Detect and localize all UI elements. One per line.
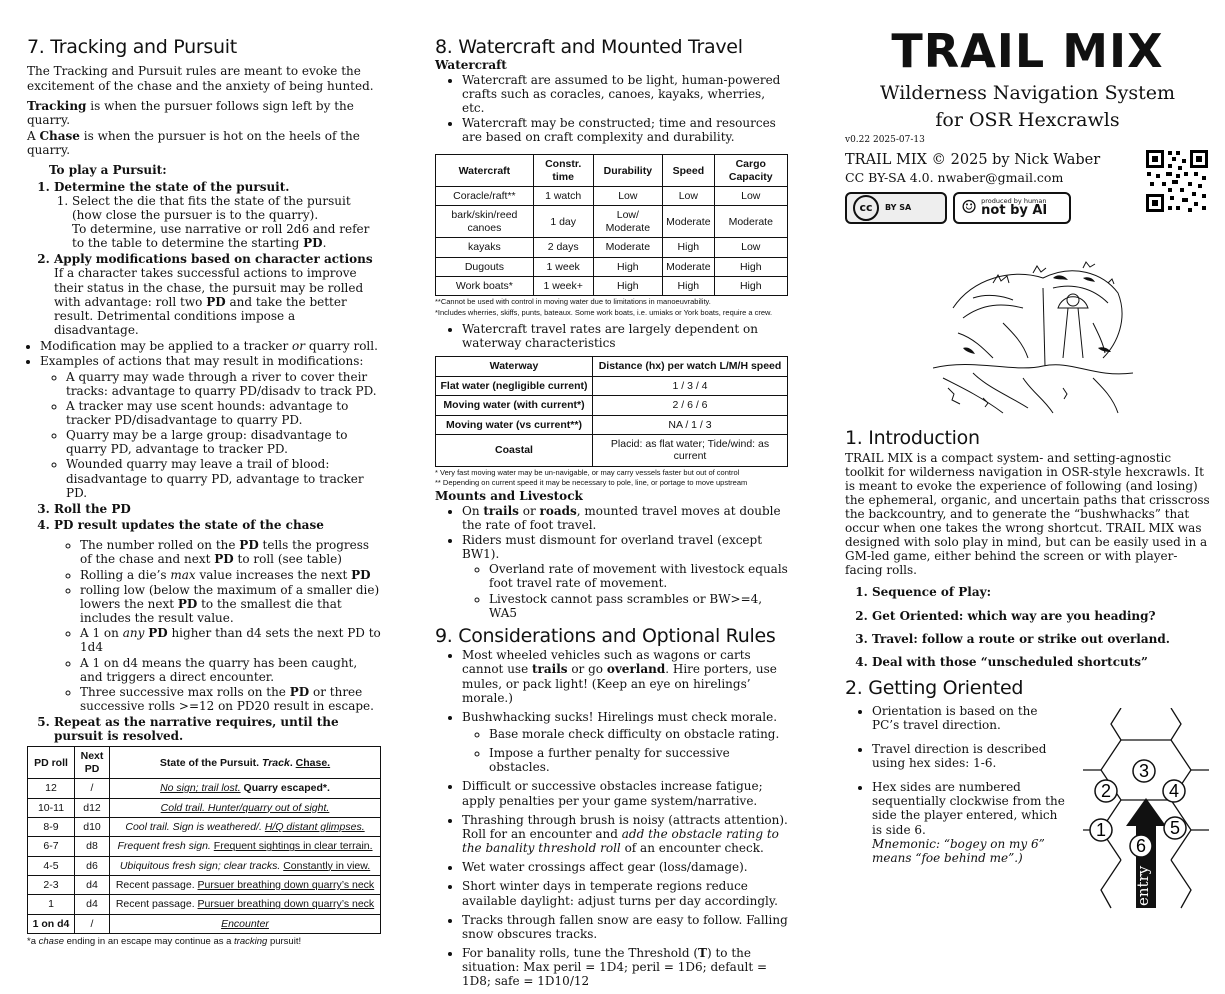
pursuit-footnote: *a chase ending in an escape may continue as a tracking pursuit! xyxy=(27,936,302,948)
table-row: 8-9 d10 Cool trail. Sign is weathered/. H/Q distant glimpses. xyxy=(28,817,381,836)
watercraft-table xyxy=(435,154,788,296)
entry-label: entry xyxy=(1134,865,1152,906)
table-row: bark/skin/reed canoes 1 day Low/ Moderate Moderate Moderate xyxy=(436,206,788,238)
column-tracking xyxy=(27,28,382,949)
col-speed: Speed xyxy=(663,155,714,187)
table-row: Moving water (with current*) 2 / 6 / 6 xyxy=(436,396,788,415)
step-2: 2. Apply modifications based on character actions If a character takes successful actions to improve their status in the chase, the pursuit may be rolled with advantage: roll two PD and take the better result. Detrimental conditions impose a disadvantage. xyxy=(54,252,382,337)
orientation-list xyxy=(845,704,1067,866)
result-rule: ◦ The number rolled on the PD tells the progress of the chase and next PD to roll (see table) xyxy=(80,538,382,566)
table-row: Coracle/raft** 1 watch Low Low Low xyxy=(436,187,788,206)
col-state: State of the Pursuit. Track. Chase. xyxy=(110,747,381,779)
credits-block xyxy=(845,152,1210,242)
col-next-pd: Next PD xyxy=(75,747,110,779)
watercraft-list xyxy=(435,73,790,145)
sequence-of-play xyxy=(845,585,1210,669)
watercraft-note: • Watercraft may be constructed; time and resources are based on craft complexity and durability. xyxy=(462,116,790,144)
version-label: v0.22 2025-07-13 xyxy=(845,135,925,146)
result-rule: ◦ Rolling a die’s max value increases the next PD xyxy=(80,568,382,582)
table-row: 1 d4 Recent passage. Pursuer breathing down quarry’s neck xyxy=(28,895,381,914)
table-row: Dugouts 1 week High Moderate High xyxy=(436,257,788,276)
chase-definition: A Chase is when the pursuer is hot on the heels of the quarry. xyxy=(27,129,360,158)
table-row: Work boats* 1 week+ High High High xyxy=(436,276,788,295)
not-by-ai-badge: ☺ produced by human not by AI xyxy=(953,192,1071,224)
result-rule: ◦ A 1 on d4 means the quarry has been caught, and triggers a direct encounter. xyxy=(80,656,382,684)
result-rule: ◦ Three successive max rolls on the PD or three successive rolls >=12 on PD20 result in escape. xyxy=(80,685,382,713)
hex-side-5: 5 xyxy=(1169,818,1181,838)
result-rule: ◦ rolling low (below the maximum of a smaller die) lowers the next PD to the smallest die that includes the result value. xyxy=(80,583,382,625)
sequence-step: 1. Sequence of Play: xyxy=(872,585,1210,599)
waterway-note-1: * Very fast moving water may be un-navigable, or may carry vessels faster but out of control xyxy=(435,467,740,477)
hex-side-2: 2 xyxy=(1100,781,1112,801)
consideration: • Short winter days in temperate regions reduce available daylight: adjust turns per day accordingly. xyxy=(462,879,790,907)
considerations-list xyxy=(435,648,790,988)
hex-side-4: 4 xyxy=(1168,781,1180,801)
step-4: 4. PD result updates the state of the chase ◦ The number rolled on the PD tells the progress of the chase and next PD to roll (see table) ◦ Rolling a die’s max value increases the next PD ◦ rolling low (below the maximum of a smaller die) lowers the next PD to the smallest die that includes the result value. ◦ A 1 on any PD higher than d4 sets the next PD to 1d4 ◦ A 1 on d4 means the quarry has been caught, and triggers a direct encounter. ◦ Three successive max rolls on the PD or three successive rolls >=12 on PD20 result in escape. xyxy=(54,518,382,713)
consideration: • Bushwhacking sucks! Hirelings must check morale. ◦ Base morale check difficulty on obstacle rating. ◦ Impose a further penalty for successive obstacles. xyxy=(462,710,790,775)
craft-note: *Includes wherries, skiffs, punts, bateaux. Some work boats, i.e. umiaks or York boats, require a crew. xyxy=(435,307,773,317)
pursuit-steps xyxy=(27,180,382,338)
step-2-body: If a character takes successful actions to improve their status in the chase, the pursuit may be rolled with advantage: roll two PD and take the better result. Detrimental conditions impose a disadvantage. xyxy=(54,266,364,338)
example-item: ◦ A quarry may wade through a river to cover their tracks: advantage to quarry PD/disadv to track PD. xyxy=(66,370,382,398)
qr-code xyxy=(1144,148,1210,214)
mounts-subrule: ◦ Overland rate of movement with livestock equals foot travel rate of movement. xyxy=(489,562,790,590)
watercraft-subheading: Watercraft xyxy=(435,58,507,73)
table-row: 1 on d4 / Encounter xyxy=(28,914,381,933)
table-row: Moving water (vs current**) NA / 1 / 3 xyxy=(436,415,788,434)
by-sa-label: BY SA xyxy=(885,202,912,212)
game-subtitle: Wilderness Navigation System for OSR Hexcrawls xyxy=(880,82,1175,131)
waterway-note-2: ** Depending on current speed it may be necessary to pole, line, or portage to move upstream xyxy=(435,478,748,488)
modification-list xyxy=(2,339,382,500)
wanderer-illustration xyxy=(933,248,1133,423)
sequence-step: 4. Deal with those “unscheduled shortcuts” xyxy=(872,655,1210,669)
pursuit-table xyxy=(27,746,381,934)
tracking-definition: Tracking is when the pursuer follows sign left by the quarry. xyxy=(27,98,354,127)
craft-note: **Cannot be used with control in moving water due to limitations in manoeuvrability. xyxy=(435,297,711,307)
example-item: ◦ A tracker may use scent hounds: advantage to tracker PD/disadvantage to quarry PD. xyxy=(66,399,382,427)
watercraft-note: • Watercraft are assumed to be light, human-powered crafts such as coracles, canoes, kayaks, wherries, etc. xyxy=(462,73,790,115)
pursuit-steps-cont xyxy=(27,502,382,744)
consideration-sub: ◦ Base morale check difficulty on obstacle rating. xyxy=(489,727,790,741)
table-row: Flat water (negligible current) 1 / 3 / 4 xyxy=(436,376,788,395)
to-play-heading: To play a Pursuit: xyxy=(49,163,167,178)
mounts-rule: • Riders must dismount for overland travel (except BW1). ◦ Overland rate of movement with livestock equals foot travel rate of movement. ◦ Livestock cannot pass scrambles or BW>=4, WA5 xyxy=(462,533,790,620)
table-row: 10-11 d12 Cold trail. Hunter/quarry out of sight. xyxy=(28,798,381,817)
section-8-heading: 8. Watercraft and Mounted Travel xyxy=(435,36,743,58)
col-watercraft: Watercraft xyxy=(436,155,534,187)
table-row: 12 / No sign; trail lost. Quarry escaped*. xyxy=(28,779,381,798)
result-rule: ◦ A 1 on any PD higher than d4 sets the next PD to 1d4 xyxy=(80,626,382,654)
sequence-step: 2. Get Oriented: which way are you heading? xyxy=(872,609,1210,623)
hex-orientation-diagram xyxy=(1081,708,1211,913)
mounts-subheading: Mounts and Livestock xyxy=(435,489,583,504)
table-row: kayaks 2 days Moderate High Low xyxy=(436,238,788,257)
table-row: Coastal Placid: as flat water; Tide/wind: as current xyxy=(436,434,788,466)
consideration: • Wet water crossings affect gear (loss/damage). xyxy=(462,860,790,874)
cc-icon: cc xyxy=(853,195,879,221)
mod-note-1: • Modification may be applied to a tracker or quarry roll. xyxy=(40,339,382,353)
step-5: 5. Repeat as the narrative requires, until the pursuit is resolved. xyxy=(54,715,382,743)
mounts-rule: • On trails or roads, mounted travel moves at double the rate of foot travel. xyxy=(462,504,790,532)
step-3: 3. Roll the PD xyxy=(54,502,382,516)
col-pd-roll: PD roll xyxy=(28,747,75,779)
col-cargo: Cargo Capacity xyxy=(714,155,787,187)
col-constr-time: Constr. time xyxy=(533,155,593,187)
consideration-sub: ◦ Impose a further penalty for successive obstacles. xyxy=(489,746,790,774)
section-2-heading: 2. Getting Oriented xyxy=(845,677,1024,700)
consideration: • Tracks through fallen snow are easy to follow. Falling snow obscures tracks. xyxy=(462,913,790,941)
col-distance: Distance (hx) per watch L/M/H speed xyxy=(593,357,788,376)
smiley-icon: ☺ xyxy=(961,197,978,219)
consideration: • Difficult or successive obstacles increase fatigue; apply penalties per your game system/narrative. xyxy=(462,779,790,807)
mounts-subrule: ◦ Livestock cannot pass scrambles or BW>=4, WA5 xyxy=(489,592,790,620)
mod-note-2: • Examples of actions that may result in modifications: ◦ A quarry may wade through a river to cover their tracks: advantage to quarry PD/disadv to track PD. ◦ A tracker may use scent hounds: advantage to tracker PD/disadvantage to quarry PD. ◦ Quarry may be a large group: disadvantage to quarry PD, advantage to tracker PD. ◦ Wounded quarry may leave a trail of blood: disadvantage to quarry PD, advantage to tracker PD. xyxy=(40,354,382,500)
introduction-body: TRAIL MIX is a compact system- and setting-agnostic toolkit for wilderness navigation in OSR-style hexcrawls. It is meant to evoke the experience of following (and losing) the ephemeral, organic, and uncertain paths that crisscross the backcountry, and to generate the “bushwhacks” that occur when one takes the wrong shortcut. TRAIL MIX was designed with solo play in mind, but can be easily used in a GM-led game, either behind the screen or with player-facing rolls. xyxy=(845,451,1210,578)
orientation-rule: • Travel direction is described using hex sides: 1-6. xyxy=(872,742,1067,770)
consideration: • Most wheeled vehicles such as wagons or carts cannot use trails or go overland. Hire porters, use mules, or pack light! (Keep an eye on hirelings’ morale.) xyxy=(462,648,790,705)
orientation-rule: • Hex sides are numbered sequentially clockwise from the side the player entered, which is side 6. Mnemonic: “bogey on my 6” means “foe behind me”.) xyxy=(872,780,1067,865)
sequence-step: 3. Travel: follow a route or strike out overland. xyxy=(872,632,1210,646)
table-row: 2-3 d4 Recent passage. Pursuer breathing down quarry’s neck xyxy=(28,876,381,895)
step-1-sub: 1. Select the die that fits the state of the pursuit (how close the pursuer is to the quarry). To determine, use narrative or roll 2d6 and refer to the table to determine the starting PD. xyxy=(72,194,382,251)
waterway-note: • Watercraft travel rates are largely dependent on waterway characteristics xyxy=(462,322,790,350)
license-line: CC BY-SA 4.0. nwaber@gmail.com xyxy=(845,169,1064,185)
consideration: • Thrashing through brush is noisy (attracts attention). Roll for an encounter and add the obstacle rating to the banality threshold roll of an encounter check. xyxy=(462,813,790,855)
orientation-rule: • Orientation is based on the PC’s travel direction. xyxy=(872,704,1067,732)
waterway-intro-list xyxy=(435,322,790,350)
consideration: • For banality rolls, tune the Threshold (T) to the situation: Max peril = 1D4; peril = 1D6; default = 1D8; safe = 1D10/12 xyxy=(462,946,790,988)
waterway-table xyxy=(435,356,788,466)
section-7-intro: The Tracking and Pursuit rules are meant to evoke the excitement of the chase and the anxiety of being hunted. xyxy=(27,64,374,93)
hex-side-6: 6 xyxy=(1135,836,1147,856)
column-watercraft xyxy=(435,28,790,994)
hex-side-1: 1 xyxy=(1095,820,1107,840)
section-7-heading: 7. Tracking and Pursuit xyxy=(27,36,237,58)
mounts-list xyxy=(435,504,790,620)
hex-side-3: 3 xyxy=(1138,761,1150,781)
table-row: 6-7 d8 Frequent fresh sign. Frequent sightings in clear terrain. xyxy=(28,837,381,856)
credit-line: TRAIL MIX © 2025 by Nick Waber xyxy=(845,151,1101,168)
col-waterway: Waterway xyxy=(436,357,593,376)
step-1: 1. Determine the state of the pursuit. 1. Select the die that fits the state of the pursuit (how close the pursuer is to the quarry). To determine, use narrative or roll 2d6 and refer to the table to determine the starting PD. xyxy=(54,180,382,251)
game-title: TRAIL MIX xyxy=(891,24,1164,78)
table-row: 4-5 d6 Ubiquitous fresh sign; clear tracks. Constantly in view. xyxy=(28,856,381,875)
section-9-heading: 9. Considerations and Optional Rules xyxy=(435,624,776,647)
example-item: ◦ Wounded quarry may leave a trail of blood: disadvantage to quarry PD, advantage to tracker PD. xyxy=(66,457,382,499)
example-item: ◦ Quarry may be a large group: disadvantage to quarry PD, advantage to tracker PD. xyxy=(66,428,382,456)
section-1-heading: 1. Introduction xyxy=(845,426,980,449)
col-durability: Durability xyxy=(593,155,663,187)
cc-license-badge xyxy=(845,192,947,224)
